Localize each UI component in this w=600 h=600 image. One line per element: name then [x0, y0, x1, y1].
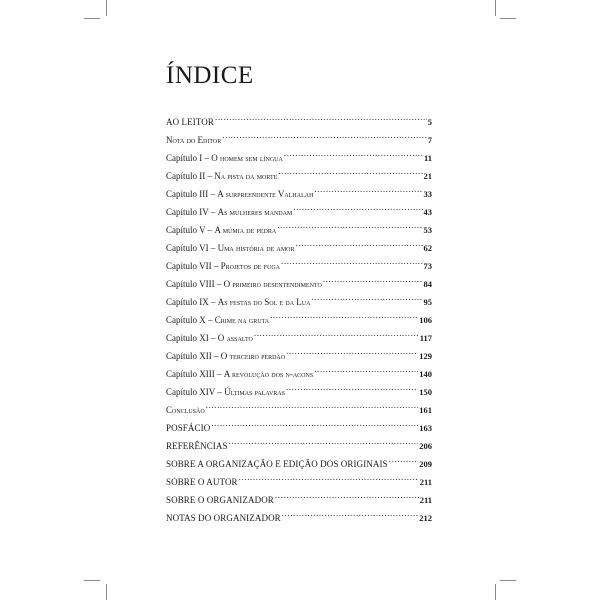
crop-mark-top-left: [106, 0, 107, 16]
toc-entry-subtitle: Uma história de amor: [217, 243, 295, 253]
toc-entry[interactable]: [166, 257, 432, 275]
toc-entry-subtitle: A revolução dos n-acons: [223, 369, 314, 379]
toc-entry[interactable]: [166, 365, 432, 383]
dot-leader: [275, 493, 419, 503]
dot-leader: [296, 241, 423, 251]
toc-entry[interactable]: [166, 311, 432, 329]
dot-leader: [277, 223, 422, 233]
toc-entry-label: [166, 203, 292, 221]
toc-entry-page-number: 212: [419, 513, 432, 523]
crop-mark-bottom-left: [106, 584, 107, 600]
toc-entry-page-number: 161: [419, 405, 432, 415]
toc-entry-label: [166, 221, 276, 239]
toc-entry-title: Conclusão: [166, 405, 205, 415]
toc-entry-page-number: 84: [423, 279, 432, 289]
toc-entry-title: Capítulo XI –: [166, 333, 218, 343]
toc-entry[interactable]: [166, 275, 432, 293]
toc-entry[interactable]: [166, 293, 432, 311]
toc-entry[interactable]: [166, 185, 432, 203]
dot-leader: [284, 151, 423, 161]
toc-entry-label: [166, 131, 221, 149]
toc-entry-subtitle: A surpreendente Valhalah: [217, 189, 314, 199]
toc-entry-label: [166, 275, 322, 293]
dot-leader: [311, 295, 422, 305]
toc-entry[interactable]: [166, 329, 432, 347]
toc-entry-label: [166, 419, 210, 437]
toc-entry[interactable]: [166, 113, 432, 131]
toc-entry[interactable]: [166, 239, 432, 257]
toc-entry-subtitle: O primeiro desentendimento: [223, 279, 322, 289]
toc-entry-subtitle: As mulheres mandam: [217, 207, 293, 217]
toc-entry-label: [166, 401, 205, 419]
toc-entry-page-number: 21: [423, 171, 432, 181]
toc-entry-page-number: 5: [427, 117, 432, 127]
toc-entry-title: Capítulo XII –: [166, 351, 221, 361]
toc-entry-title: Capítulo III –: [166, 189, 218, 199]
toc-entry-label: [166, 383, 285, 401]
toc-entry-title: Capítulo II –: [166, 171, 215, 181]
crop-mark-top-left-h: [84, 18, 100, 19]
toc-entry-title: Capítulo IX –: [166, 297, 218, 307]
toc-entry-title: Nota do Editor: [166, 135, 222, 145]
dot-leader: [281, 259, 423, 269]
toc-entry[interactable]: [166, 149, 432, 167]
toc-entry[interactable]: [166, 221, 432, 239]
toc-entry-title: REFERÊNCIAS: [166, 441, 228, 451]
toc-entry-title: NOTAS DO ORGANIZADOR: [166, 513, 281, 523]
toc-entry-page-number: 106: [419, 315, 432, 325]
toc-entry-subtitle: A múmia de pedra: [214, 225, 277, 235]
toc-entry-label: [166, 149, 283, 167]
dot-leader: [206, 403, 419, 413]
toc-entry-title: POSFÁCIO: [166, 423, 211, 433]
toc-entry-label: [166, 455, 388, 473]
toc-entry-title: SOBRE O ORGANIZADOR: [166, 495, 274, 505]
toc-entry[interactable]: [166, 419, 432, 437]
crop-mark-bottom-left-h: [84, 580, 100, 581]
toc-entry-subtitle: Projetos de fuga: [220, 261, 280, 271]
toc-entry[interactable]: [166, 131, 432, 149]
toc-entry-label: [166, 185, 313, 203]
dot-leader: [389, 457, 419, 467]
toc-entry-label: [166, 509, 281, 527]
toc-entry-page-number: 140: [419, 369, 432, 379]
toc-entry-label: [166, 311, 269, 329]
toc-entry-title: Capítulo VIII –: [166, 279, 224, 289]
dot-leader: [211, 421, 418, 431]
toc-entry-page-number: 211: [419, 495, 432, 505]
toc-entry-page-number: 209: [419, 459, 432, 469]
toc-entry[interactable]: [166, 473, 432, 491]
toc-entry-label: [166, 239, 295, 257]
toc-entry-subtitle: Últimas palavras: [224, 387, 285, 397]
toc-entry[interactable]: [166, 491, 432, 509]
toc-entry-title: Capítulo XIV –: [166, 387, 225, 397]
toc-entry-title: Capítulo VI –: [166, 243, 218, 253]
crop-mark-bottom-right: [495, 584, 496, 600]
toc-entry[interactable]: [166, 167, 432, 185]
toc-entry-page-number: 211: [419, 477, 432, 487]
toc-entry-title: Capítulo IV –: [166, 207, 218, 217]
crop-mark-top-right: [495, 0, 496, 16]
toc-entry[interactable]: [166, 383, 432, 401]
dot-leader: [229, 439, 419, 449]
toc-entry-subtitle: Na pista da morte: [214, 171, 278, 181]
toc-entry[interactable]: [166, 401, 432, 419]
toc-entry-page-number: 163: [419, 423, 432, 433]
toc-entry[interactable]: [166, 509, 432, 527]
toc-entry-label: [166, 167, 277, 185]
toc-entry-title: Capítulo X –: [166, 315, 215, 325]
toc-entry-page-number: 33: [423, 189, 432, 199]
toc-entry-subtitle: O assalto: [217, 333, 253, 343]
dot-leader: [286, 385, 418, 395]
toc-entry-page-number: 206: [419, 441, 432, 451]
dot-leader: [254, 331, 419, 341]
dot-leader: [293, 205, 422, 215]
dot-leader: [323, 277, 423, 287]
toc-entry[interactable]: [166, 203, 432, 221]
toc-entry-subtitle: Crime na gruta: [214, 315, 270, 325]
toc-entry-page-number: 129: [419, 351, 432, 361]
dot-leader: [314, 367, 418, 377]
toc-entry-page-number: 7: [427, 135, 432, 145]
toc-entry-page-number: 117: [419, 333, 432, 343]
toc-entry-label: [166, 347, 285, 365]
toc-entry-title: Capítulo VII –: [166, 261, 221, 271]
toc-entry-subtitle: O homem sem língua: [211, 153, 283, 163]
dot-leader: [314, 187, 422, 197]
toc-entry[interactable]: [166, 347, 432, 365]
toc-entry-label: [166, 329, 253, 347]
page-title: ÍNDICE: [166, 62, 254, 89]
toc-entry-subtitle: O terceiro perdão: [220, 351, 286, 361]
toc-entry-page-number: 95: [423, 297, 432, 307]
table-of-contents: [166, 113, 432, 527]
toc-entry-title: SOBRE A ORGANIZAÇÃO E EDIÇÃO DOS ORIGINAIS: [166, 459, 388, 469]
crop-mark-top-right-h: [500, 18, 516, 19]
dot-leader: [278, 169, 422, 179]
toc-entry-page-number: 73: [423, 261, 432, 271]
toc-entry-label: [166, 257, 280, 275]
toc-entry-label: [166, 437, 228, 455]
dot-leader: [270, 313, 418, 323]
toc-entry-title: AO LEITOR: [166, 117, 214, 127]
toc-entry-subtitle: As festas do Sol e da Lua: [217, 297, 311, 307]
toc-entry-label: [166, 113, 214, 131]
crop-mark-bottom-right-h: [500, 580, 516, 581]
toc-entry-label: [166, 491, 274, 509]
toc-entry-title: SOBRE O AUTOR: [166, 477, 238, 487]
toc-entry-page-number: 11: [423, 153, 432, 163]
toc-entry-page-number: 62: [423, 243, 432, 253]
dot-leader: [239, 475, 419, 485]
toc-entry-page-number: 150: [419, 387, 432, 397]
toc-entry-label: [166, 293, 310, 311]
dot-leader: [286, 349, 418, 359]
toc-entry-label: [166, 365, 313, 383]
toc-entry-title: Capítulo I –: [166, 153, 212, 163]
toc-entry[interactable]: [166, 437, 432, 455]
toc-entry-title: Capítulo XIII –: [166, 369, 224, 379]
toc-entry-title: Capítulo V –: [166, 225, 215, 235]
dot-leader: [282, 511, 418, 521]
toc-entry-page-number: 43: [423, 207, 432, 217]
toc-entry-page-number: 53: [423, 225, 432, 235]
toc-entry[interactable]: [166, 455, 432, 473]
toc-entry-label: [166, 473, 238, 491]
dot-leader: [215, 115, 427, 125]
dot-leader: [222, 133, 427, 143]
